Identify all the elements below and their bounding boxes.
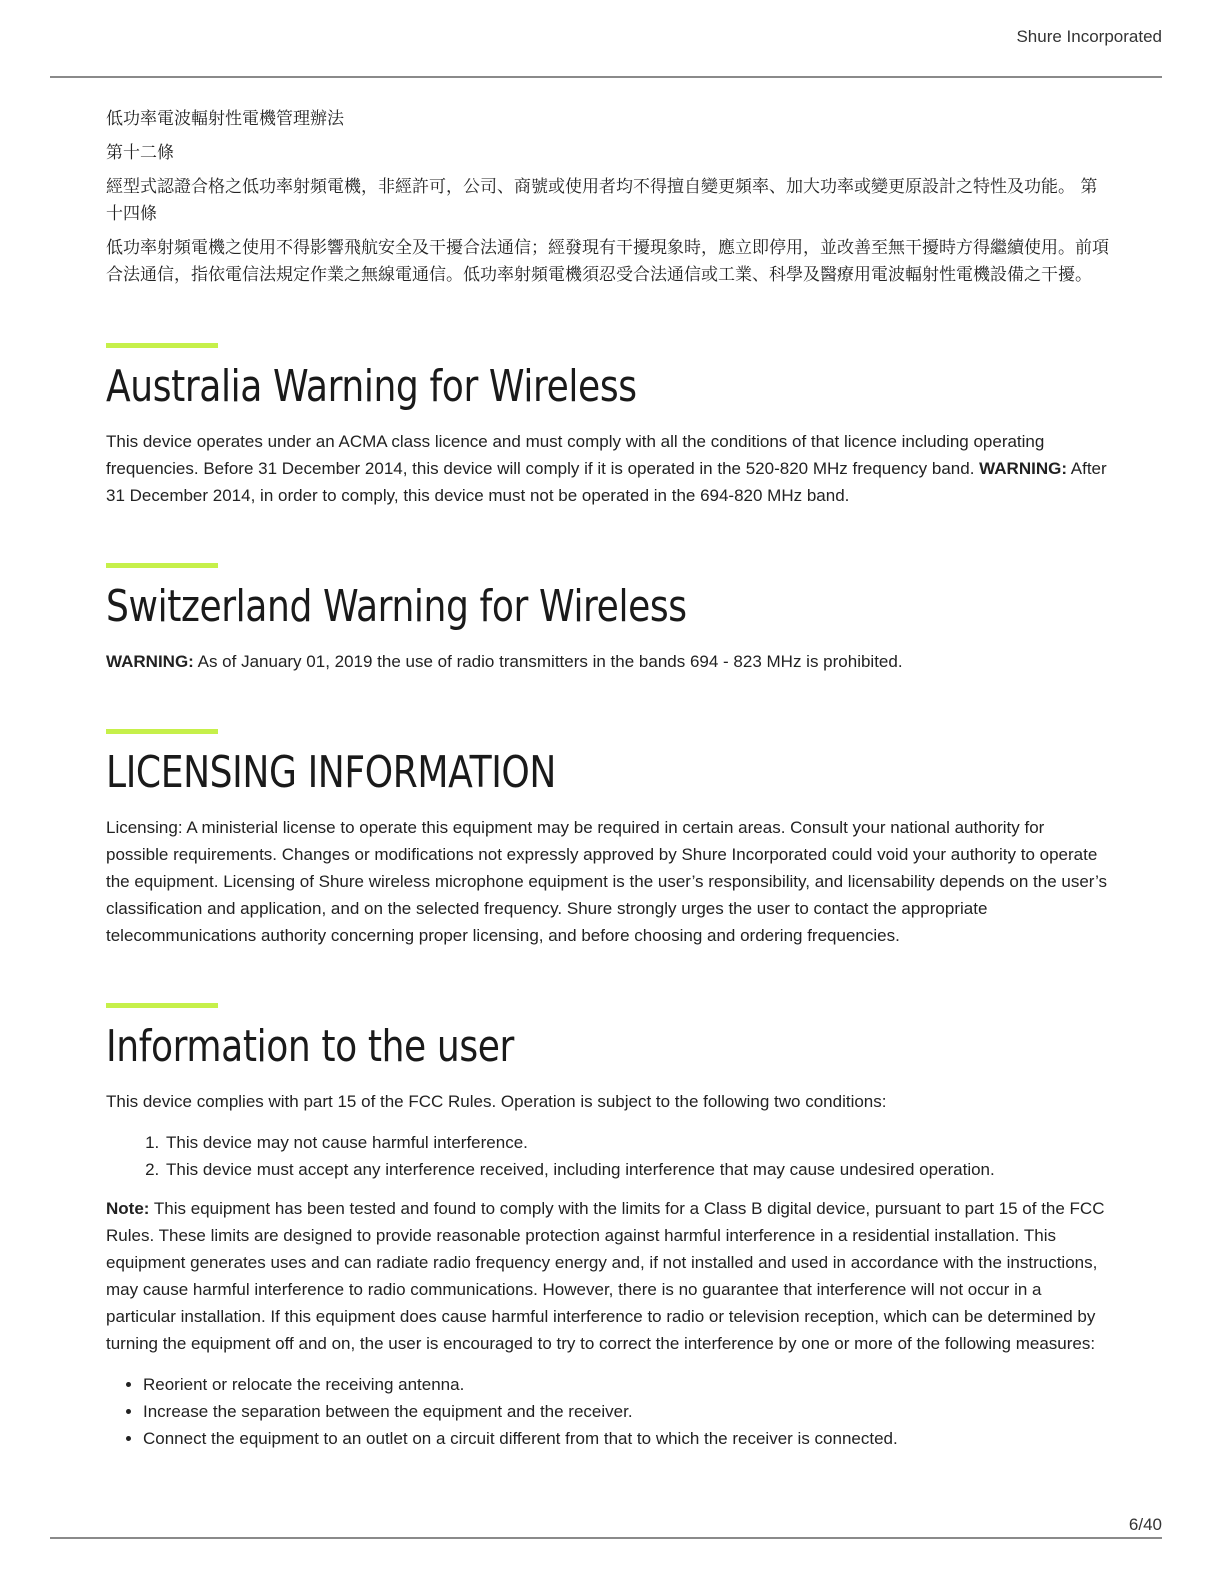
user-info-intro: This device complies with part 15 of the FCC Rules. Operation is subject to the following two conditions: [106, 1092, 887, 1111]
footer-divider [50, 1537, 1162, 1539]
switzerland-heading: Switzerland Warning for Wireless [106, 581, 687, 632]
australia-body: This device operates under an ACMA class licence and must comply with all the conditions of that licence including operating frequencies. Before 31 December 2014, this device will comply if it is operated in the 520-820 MHz frequency band. [106, 432, 1045, 478]
measures-list [106, 1371, 1110, 1452]
article-12-heading: 第十二條 [106, 143, 174, 163]
section-accent-bar [106, 563, 218, 568]
page-number: 6/40 [1128, 1515, 1162, 1534]
list-item: • Reorient or relocate the receiving antenna. [143, 1371, 1110, 1398]
article-12-text: 經型式認證合格之低功率射頻電機，非經許可，公司、商號或使用者均不得擅自變更頻率、加大功率或變更原設計之特性及功能。 第十四條 [106, 177, 1098, 224]
australia-section [106, 343, 1110, 509]
licensing-heading: LICENSING INFORMATION [106, 747, 557, 798]
list-item: • Increase the separation between the equipment and the receiver. [143, 1398, 1110, 1425]
conditions-list [106, 1129, 1110, 1183]
header-divider [50, 76, 1162, 78]
switzerland-warning-label: WARNING: [106, 652, 194, 671]
section-accent-bar [106, 343, 218, 348]
note-label: Note: [106, 1199, 150, 1218]
australia-warning-text: After 31 December 2014, in order to comply, this device must not be operated in the 694-820 MHz band. [106, 459, 1107, 505]
note-text: This equipment has been tested and found to comply with the limits for a Class B digital device, pursuant to part 15 of the FCC Rules. These limits are designed to provide reasonable protection against harmful interference in a residential installation. This equipment generates uses and can radiate radio frequency energy and, if not installed and used in accordance with the instructions, may cause harmful interference to radio communications. However, there is no guarantee that interference will not occur in a particular installation. If this equipment does cause harmful interference to radio or television reception, which can be determined by turning the equipment off and on, the user is encouraged to try to correct the interference by one or more of the following measures: [106, 1199, 1105, 1353]
section-accent-bar [106, 729, 218, 734]
user-info-heading: Information to the user [106, 1021, 514, 1072]
australia-heading: Australia Warning for Wireless [106, 361, 637, 412]
taiwan-regulation-title: 低功率電波輻射性電機管理辦法 [106, 109, 344, 129]
licensing-section [106, 729, 1110, 949]
licensing-text: Licensing: A ministerial license to operate this equipment may be required in certain areas. Consult your national authority for possible requirements. Changes or modifications not expressly approved by Shure Incorporated could void your authority to operate the equipment. Licensing of Shure wireless microphone equipment is the user’s responsibility, and licensability depends on the user’s classification and application, and on the selected frequency. Shure strongly urges the user to contact the appropriate telecommunications authority concerning proper licensing, and before choosing and ordering frequencies. [106, 818, 1108, 945]
australia-text [106, 428, 1110, 509]
list-item: 2. This device must accept any interference received, including interference that may cause undesired operation. [164, 1156, 1110, 1183]
switzerland-warning-text: As of January 01, 2019 the use of radio transmitters in the bands 694 - 823 MHz is prohibited. [193, 652, 903, 671]
fcc-note [106, 1195, 1110, 1357]
section-accent-bar [106, 1003, 218, 1008]
list-item: • Connect the equipment to an outlet on a circuit different from that to which the receiver is connected. [143, 1425, 1110, 1452]
page-content [106, 106, 1110, 1452]
taiwan-regulation-block [106, 106, 1110, 289]
user-info-section [106, 1003, 1110, 1452]
header-company-name: Shure Incorporated [1016, 27, 1162, 46]
switzerland-text [106, 648, 1110, 675]
article-14-text: 低功率射頻電機之使用不得影響飛航安全及干擾合法通信；經發現有干擾現象時，應立即停用，並改善至無干擾時方得繼續使用。前項合法通信，指依電信法規定作業之無線電通信。低功率射頻電機須忍受合法通信或工業、科學及醫療用電波輻射性電機設備之干擾。 [106, 238, 1109, 285]
switzerland-section [106, 563, 1110, 675]
list-item: 1. This device may not cause harmful interference. [164, 1129, 1110, 1156]
australia-warning-label: WARNING: [979, 459, 1067, 478]
